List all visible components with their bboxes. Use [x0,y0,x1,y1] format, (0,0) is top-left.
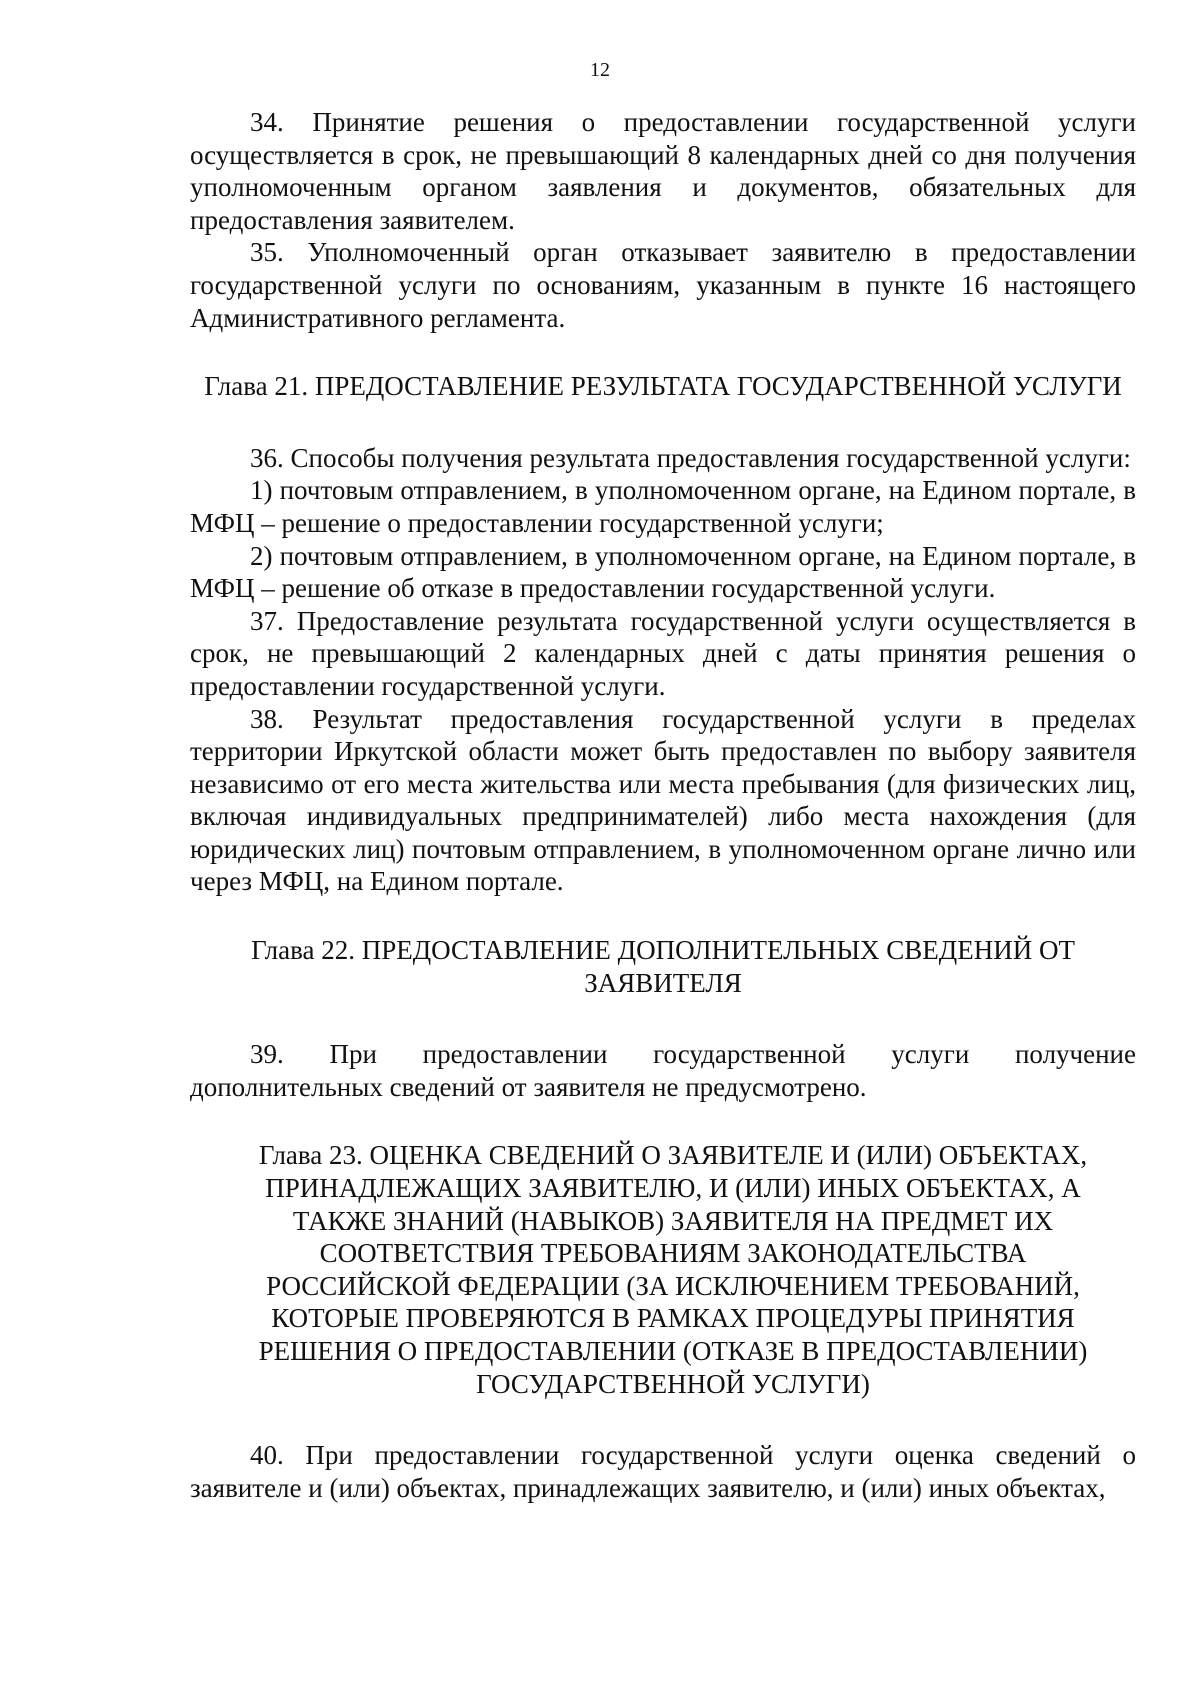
chapter-22-heading: Глава 22. ПРЕДОСТАВЛЕНИЕ ДОПОЛНИТЕЛЬНЫХ СВЕДЕНИЙ ОТ ЗАЯВИТЕЛЯ [251,935,1075,998]
paragraph-39: 39. При предоставлении государственной услуги получение дополнительных сведений от заявителя не предусмотрено. [190,1039,1136,1102]
paragraph-35: 35. Уполномоченный орган отказывает заявителю в предоставлении государственной услуги по основаниям, указанным в пункте 16 настоящего Административного регламента. [190,237,1136,333]
chapter-21-heading: Глава 21. ПРЕДОСТАВЛЕНИЕ РЕЗУЛЬТАТА ГОСУДАРСТВЕННОЙ УСЛУГИ [204,371,1122,402]
paragraph-36-item-2: 2) почтовым отправлением, в уполномоченном органе, на Едином портале, в МФЦ – решение об отказе в предоставлении государственной услуги. [190,540,1136,604]
paragraph-36-item-1: 1) почтовым отправлением, в уполномоченном органе, на Едином портале, в МФЦ – решение о предоставлении государственной услуги; [190,475,1136,538]
document-body [190,106,1136,1504]
page-number: 12 [590,59,610,81]
paragraph-36: 36. Способы получения результата предоставления государственной услуги: [250,442,1131,473]
paragraph-37: 37. Предоставление результата государственной услуги осуществляется в срок, не превышающий 2 календарных дней с даты принятия решения о предоставлении государственной услуги. [190,605,1136,701]
paragraph-34: 34. Принятие решения о предоставлении государственной услуги осуществляется в срок, не превышающий 8 календарных дней со дня получения уполномоченным органом заявления и документов, обязательных для предоставления заявителем. [190,107,1136,235]
chapter-23-heading: Глава 23. ОЦЕНКА СВЕДЕНИЙ О ЗАЯВИТЕЛЕ И (ИЛИ) ОБЪЕКТАХ, ПРИНАДЛЕЖАЩИХ ЗАЯВИТЕЛЮ, И (ИЛИ) ИНЫХ ОБЪЕКТАХ, А ТАКЖЕ ЗНАНИЙ (НАВЫКОВ) ЗАЯВИТЕЛЯ НА ПРЕДМЕТ ИХ СООТВЕТСТВИЯ ТРЕБОВАНИЯМ ЗАКОНОДАТЕЛЬСТВА РОССИЙСКОЙ ФЕДЕРАЦИИ (ЗА ИСКЛЮЧЕНИЕМ ТРЕБОВАНИЙ, КОТОРЫЕ ПРОВЕРЯЮТСЯ В РАМКАХ ПРОЦЕДУРЫ ПРИНЯТИЯ РЕШЕНИЯ О ПРЕДОСТАВЛЕНИИ (ОТКАЗЕ В ПРЕДОСТАВЛЕНИИ) ГОСУДАРСТВЕННОЙ УСЛУГИ) [258,1140,1088,1399]
paragraph-38: 38. Результат предоставления государственной услуги в пределах территории Иркутской области может быть предоставлен по выбору заявителя независимо от его места жительства или места пребывания (для физических лиц, включая индивидуальных предпринимателей) либо места нахождения (для юридических лиц) почтовым отправлением, в уполномоченном органе лично или через МФЦ, на Едином портале. [190,703,1136,897]
paragraph-40: 40. При предоставлении государственной услуги оценка сведений о заявителе и (или) объектах, принадлежащих заявителю, и (или) иных объектах, [190,1440,1136,1503]
